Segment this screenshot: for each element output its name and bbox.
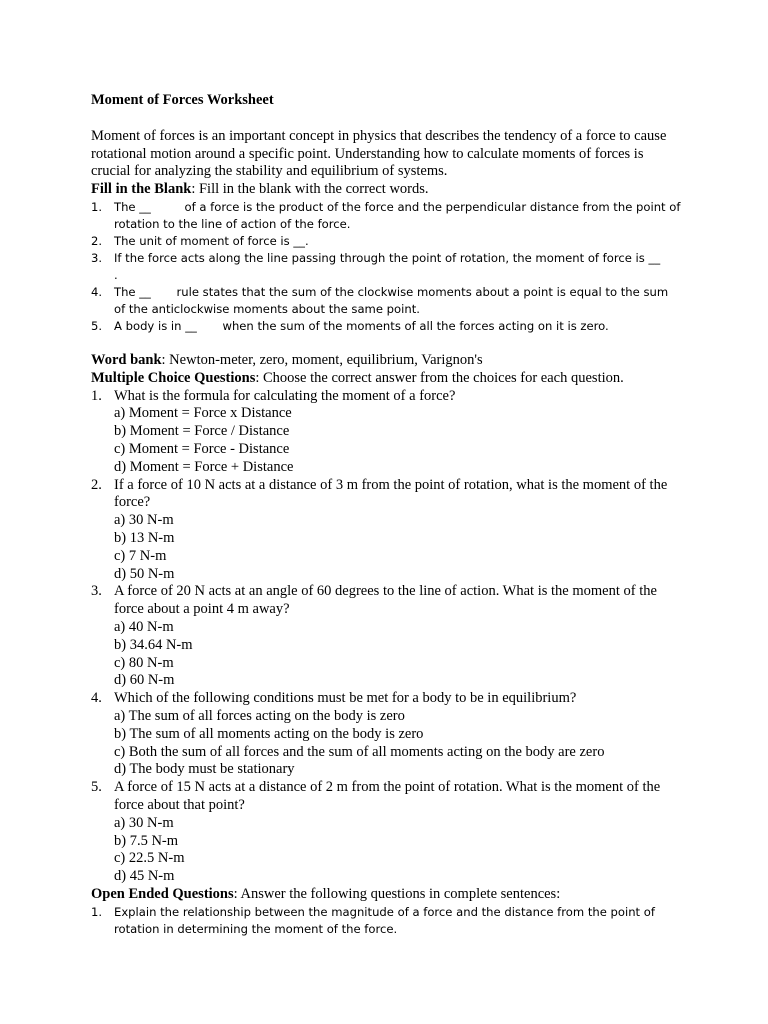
- choice-list: [114, 815, 681, 886]
- intro-paragraph: Moment of forces is an important concept in physics that describes the tendency of a force to cause rotational motion around a specific point. Understanding how to calculate moments of forces is crucial for analyzing the stability and equilibrium of systems.: [91, 127, 667, 180]
- worksheet-title: Moment of Forces Worksheet: [91, 92, 274, 108]
- answer-blank: __: [293, 233, 305, 248]
- open-ended-instruction: : Answer the following questions in complete sentences:: [233, 885, 561, 902]
- answer-choice: c) 22.5 N-m: [114, 850, 185, 867]
- list-item: 1. The __ of a force is the product of the force and the perpendicular distance from the point of rotation to the line of action of the force.: [91, 199, 681, 231]
- answer-blank: __: [648, 250, 661, 265]
- list-item: 1. Explain the relationship between the magnitude of a force and the distance from the point of rotation in determining the moment of the force.: [91, 904, 655, 936]
- answer-choice: a) Moment = Force x Distance: [114, 405, 292, 422]
- fill-blank-heading-line: [91, 181, 681, 199]
- answer-choice: a) The sum of all forces acting on the body is zero: [114, 707, 405, 724]
- list-item: 2. The unit of moment of force is __.: [91, 233, 309, 248]
- answer-choice: d) 45 N-m: [114, 868, 175, 885]
- choice-list: [114, 619, 681, 690]
- question-text: A force of 20 N acts at an angle of 60 degrees to the line of action. What is the moment of the force about a point 4 m away?: [114, 583, 657, 618]
- fill-blank-instruction: : Fill in the blank with the correct words.: [191, 181, 429, 198]
- mcq-heading-line: [91, 370, 681, 388]
- mcq-question: 3. A force of 20 N acts at an angle of 60 degrees to the line of action. What is the moment of the force about a point 4 m away? a) 40 N-m b) 34.64 N-m c) 80 N-m d) 60 N-m: [91, 583, 681, 690]
- word-bank-words: : Newton-meter, zero, moment, equilibrium, Varignon's: [161, 351, 483, 368]
- answer-choice: b) 7.5 N-m: [114, 832, 179, 849]
- fill-blank-list: [91, 199, 681, 335]
- fill-blank-heading: Fill in the Blank: [91, 181, 192, 198]
- mcq-list: [91, 388, 681, 886]
- answer-choice: b) Moment = Force / Distance: [114, 423, 290, 440]
- question-text: Which of the following conditions must be met for a body to be in equilibrium?: [114, 690, 577, 707]
- open-ended-heading: Open Ended Questions: [91, 885, 234, 902]
- list-item: 4. The __ rule states that the sum of the clockwise moments about a point is equal to the sum of the anticlockwise moments about the same point.: [91, 284, 669, 316]
- mcq-question: 1. What is the formula for calculating the moment of a force? a) Moment = Force x Distance b) Moment = Force / Distance c) Moment = Force - Distance d) Moment = Force + Distance: [91, 388, 681, 477]
- choice-list: [114, 405, 681, 476]
- answer-choice: d) Moment = Force + Distance: [114, 458, 294, 475]
- answer-choice: d) 60 N-m: [114, 672, 175, 689]
- mcq-question: 2. If a force of 10 N acts at a distance of 3 m from the point of rotation, what is the moment of the force? a) 30 N-m b) 13 N-m c) 7 N-m d) 50 N-m: [91, 477, 681, 584]
- answer-choice: d) 50 N-m: [114, 565, 175, 582]
- open-ended-list: [91, 904, 681, 938]
- answer-choice: b) 13 N-m: [114, 529, 175, 546]
- answer-choice: c) 7 N-m: [114, 547, 167, 564]
- answer-choice: a) 30 N-m: [114, 814, 174, 831]
- answer-choice: c) Moment = Force - Distance: [114, 440, 290, 457]
- answer-choice: b) The sum of all moments acting on the body is zero: [114, 725, 424, 742]
- word-bank-line: [91, 352, 681, 370]
- answer-blank: __: [185, 318, 197, 333]
- question-text: What is the formula for calculating the moment of a force?: [114, 387, 456, 404]
- question-text: If a force of 10 N acts at a distance of 3 m from the point of rotation, what is the moment of the force?: [114, 476, 668, 511]
- mcq-question: 4. Which of the following conditions must be met for a body to be in equilibrium? a) The sum of all forces acting on the body is zero b) The sum of all moments acting on the body is zero c) Both the sum of all forces and the sum of all moments acting on the body are zero d) The body must be stationary: [91, 690, 681, 779]
- worksheet-page: [91, 92, 681, 938]
- list-item: 5. A body is in __ when the sum of the moments of all the forces acting on it is zero.: [91, 318, 609, 333]
- answer-choice: a) 30 N-m: [114, 512, 174, 529]
- mcq-question: 5. A force of 15 N acts at a distance of 2 m from the point of rotation. What is the moment of the force about that point? a) 30 N-m b) 7.5 N-m c) 22.5 N-m d) 45 N-m: [91, 779, 681, 886]
- list-item: 3. If the force acts along the line passing through the point of rotation, the moment of force is __ .: [91, 250, 661, 282]
- mcq-instruction: : Choose the correct answer from the choices for each question.: [255, 369, 624, 386]
- answer-blank: __: [139, 284, 151, 299]
- answer-choice: a) 40 N-m: [114, 618, 174, 635]
- answer-choice: c) 80 N-m: [114, 654, 174, 671]
- word-bank-heading: Word bank: [91, 351, 162, 368]
- answer-blank: __: [139, 199, 151, 214]
- question-text: A force of 15 N acts at a distance of 2 m from the point of rotation. What is the moment of the force about that point?: [114, 779, 661, 813]
- choice-list: [114, 512, 681, 583]
- answer-choice: b) 34.64 N-m: [114, 636, 193, 653]
- mcq-heading: Multiple Choice Questions: [91, 369, 256, 386]
- choice-list: [114, 708, 681, 779]
- answer-choice: c) Both the sum of all forces and the sum of all moments acting on the body are zero: [114, 743, 605, 760]
- answer-choice: d) The body must be stationary: [114, 761, 295, 778]
- open-ended-heading-line: [91, 886, 681, 904]
